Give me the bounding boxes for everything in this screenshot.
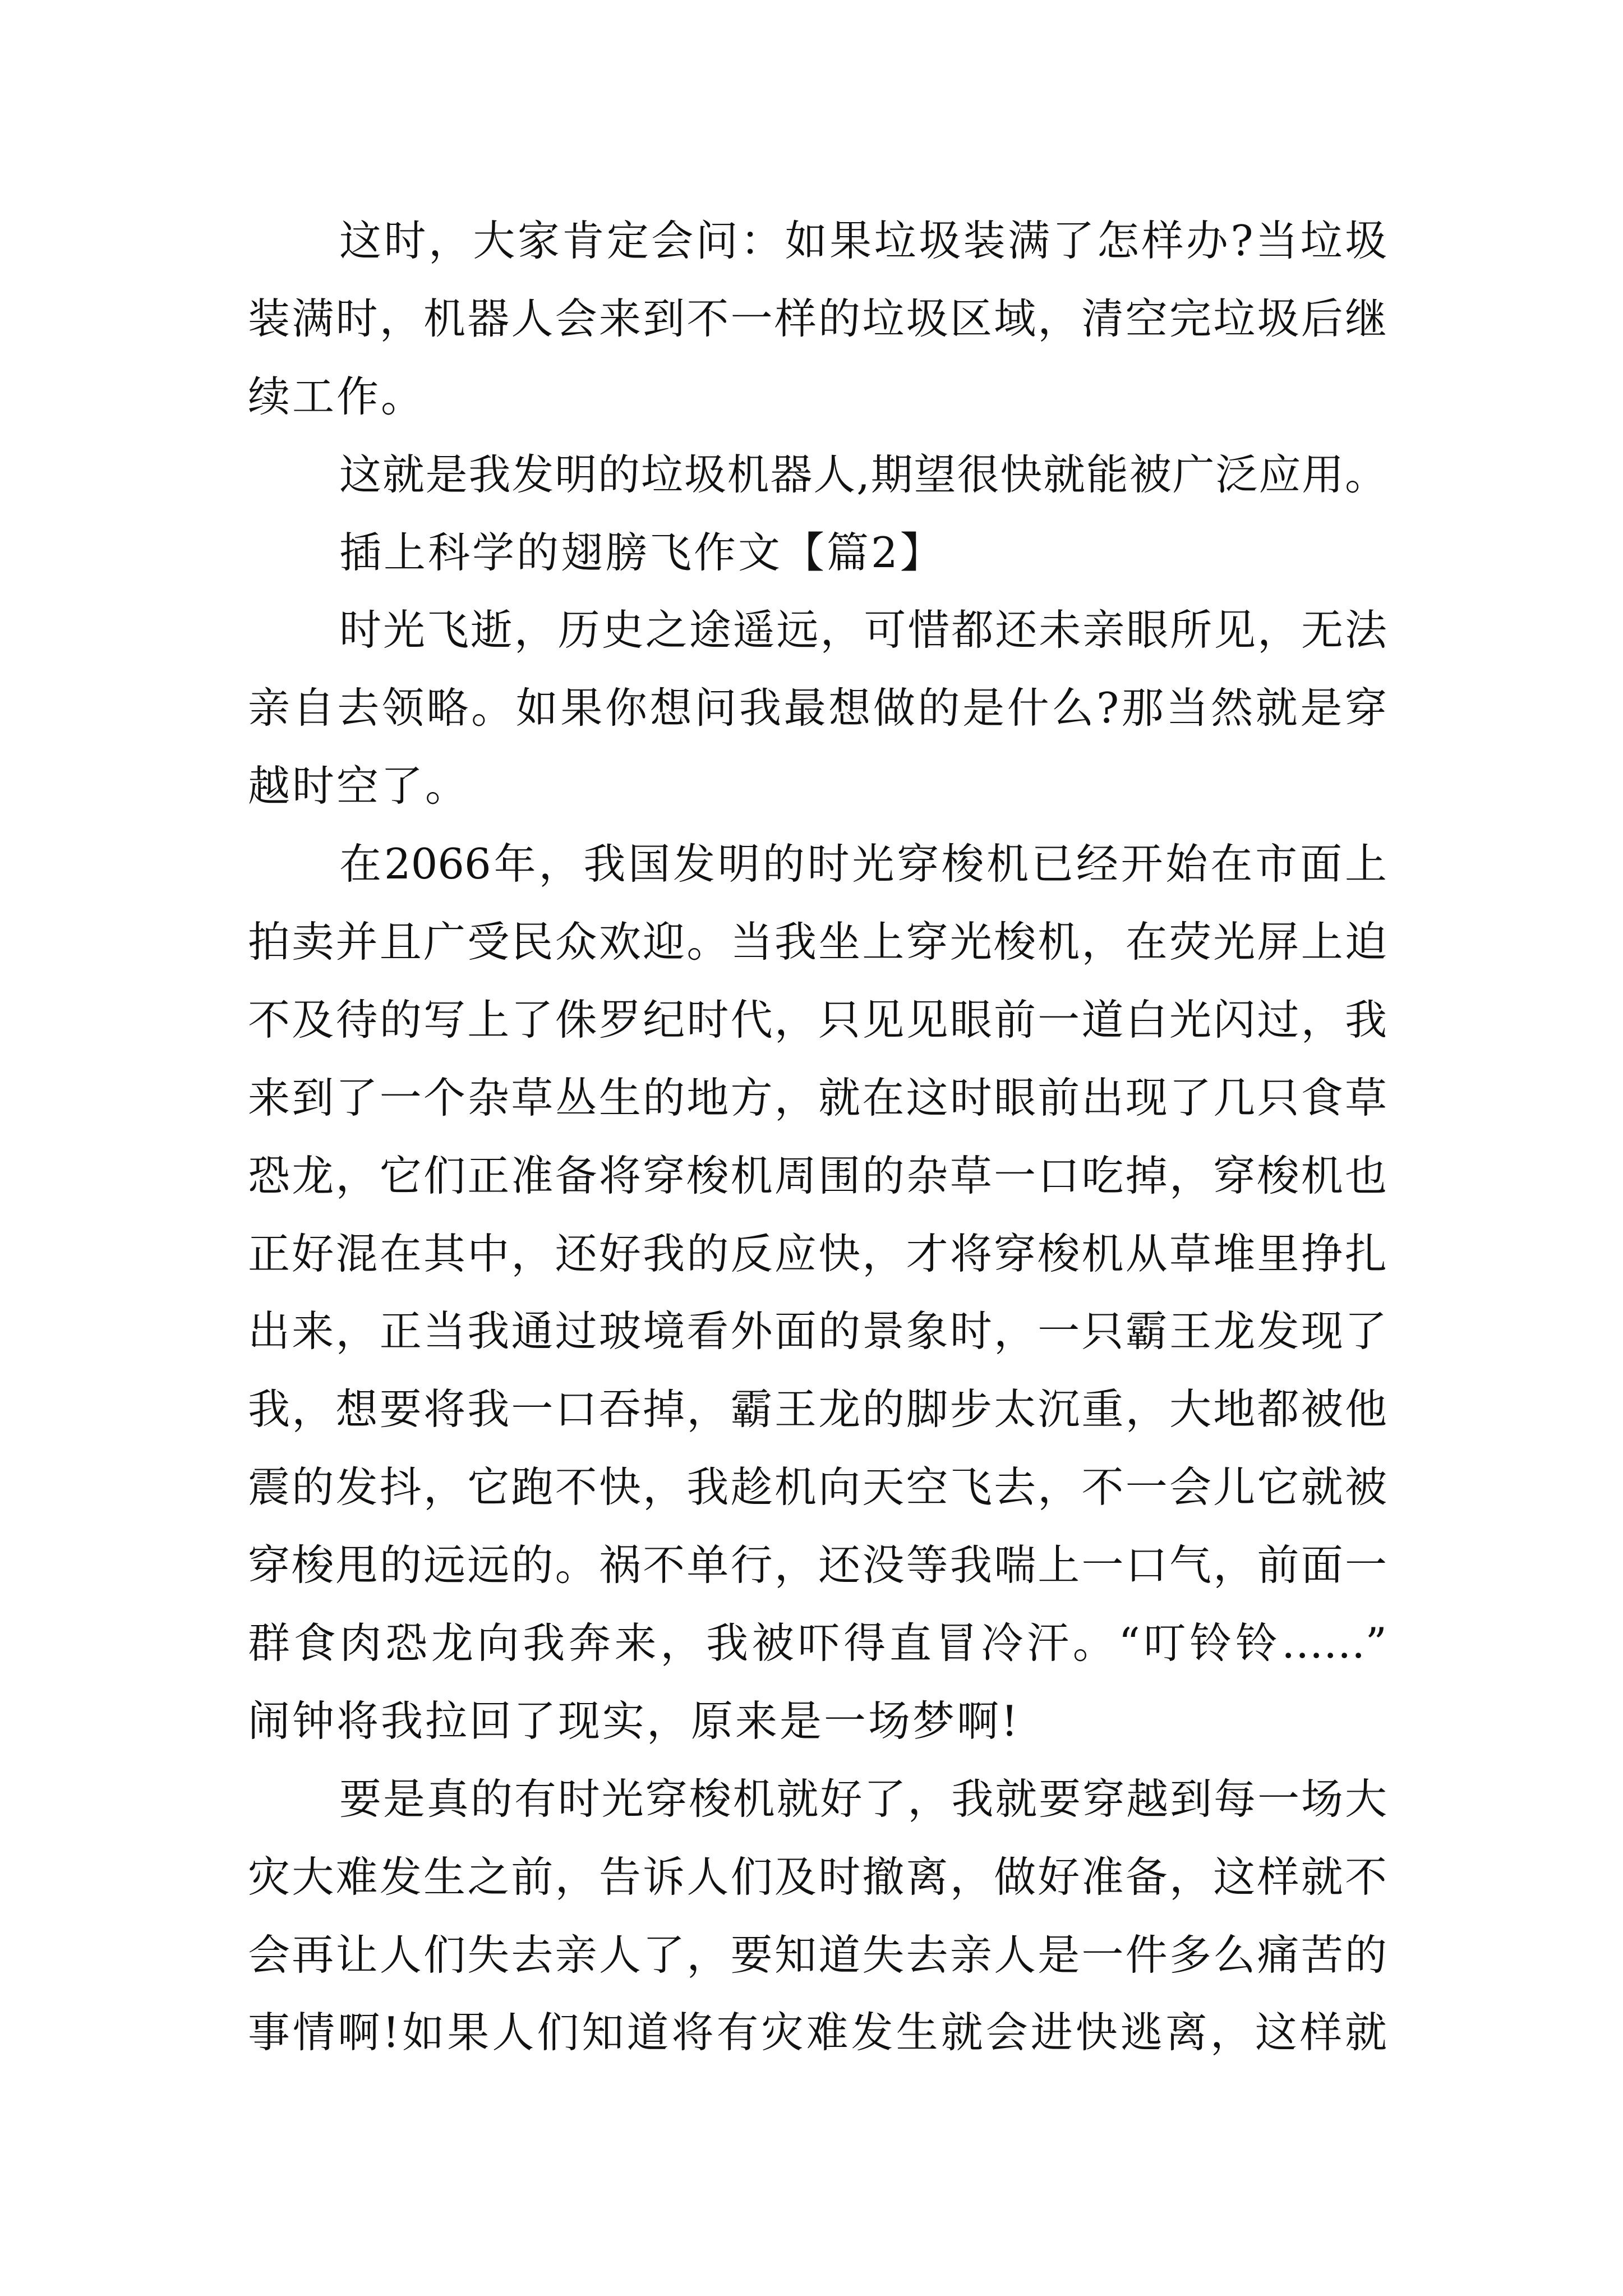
text-line: 会再让人们失去亲人了，要知道失去亲人是一件多么痛苦的 xyxy=(248,1930,1387,1980)
text-line: 在2066年，我国发明的时光穿梭机已经开始在市面上 xyxy=(339,839,1387,889)
text-line: 亲自去领略。如果你想问我最想做的是什么?那当然就是穿 xyxy=(248,683,1387,733)
text-line: 拍卖并且广受民众欢迎。当我坐上穿光梭机，在荧光屏上迫 xyxy=(248,917,1387,967)
text-line: 来到了一个杂草丛生的地方，就在这时眼前出现了几只食草 xyxy=(248,1073,1387,1122)
paragraph xyxy=(248,202,1387,436)
text-line: 这时，大家肯定会问：如果垃圾装满了怎样办?当垃圾 xyxy=(339,216,1387,265)
text-line: 正好混在其中，还好我的反应快，才将穿梭机从草堆里挣扎 xyxy=(248,1228,1387,1278)
paragraph xyxy=(248,825,1387,1760)
text-line: 我，想要将我一口吞掉，霸王龙的脚步太沉重，大地都被他 xyxy=(248,1384,1387,1434)
text-line: 恐龙，它们正准备将穿梭机周围的杂草一口吃掉，穿梭机也 xyxy=(248,1151,1387,1200)
text-line: 闹钟将我拉回了现实，原来是一场梦啊! xyxy=(248,1696,1021,1746)
paragraph xyxy=(248,436,1387,514)
document-body xyxy=(248,202,1387,2072)
text-line: 装满时，机器人会来到不一样的垃圾区域，清空完垃圾后继 xyxy=(248,293,1387,343)
text-line: 出来，正当我通过玻境看外面的景象时，一只霸王龙发现了 xyxy=(248,1306,1387,1356)
text-line: 灾大难发生之前，告诉人们及时撤离，做好准备，这样就不 xyxy=(248,1852,1387,1902)
paragraph xyxy=(248,591,1387,825)
text-line: 续工作。 xyxy=(248,371,426,421)
text-line: 不及待的写上了侏罗纪时代，只见见眼前一道白光闪过，我 xyxy=(248,995,1387,1045)
text-line: 群食肉恐龙向我奔来，我被吓得直冒冷汗。“叮铃铃……” xyxy=(248,1618,1387,1668)
text-line: 越时空了。 xyxy=(248,761,470,811)
paragraph xyxy=(248,1760,1387,2072)
heading-text: 插上科学的翅膀飞作文【篇2】 xyxy=(339,527,944,577)
text-line: 时光飞逝，历史之途遥远，可惜都还未亲眼所见，无法 xyxy=(339,605,1387,655)
text-line: 震的发抖，它跑不快，我趁机向天空飞去，不一会儿它就被 xyxy=(248,1462,1387,1512)
text-line: 事情啊!如果人们知道将有灾难发生就会进快逃离，这样就 xyxy=(248,2008,1387,2058)
text-line: 要是真的有时光穿梭机就好了，我就要穿越到每一场大 xyxy=(339,1774,1387,1824)
text-line: 这就是我发明的垃圾机器人,期望很快就能被广泛应用。 xyxy=(339,449,1387,499)
section-heading xyxy=(248,514,1387,592)
text-line: 穿梭甩的远远的。祸不单行，还没等我喘上一口气，前面一 xyxy=(248,1540,1387,1590)
